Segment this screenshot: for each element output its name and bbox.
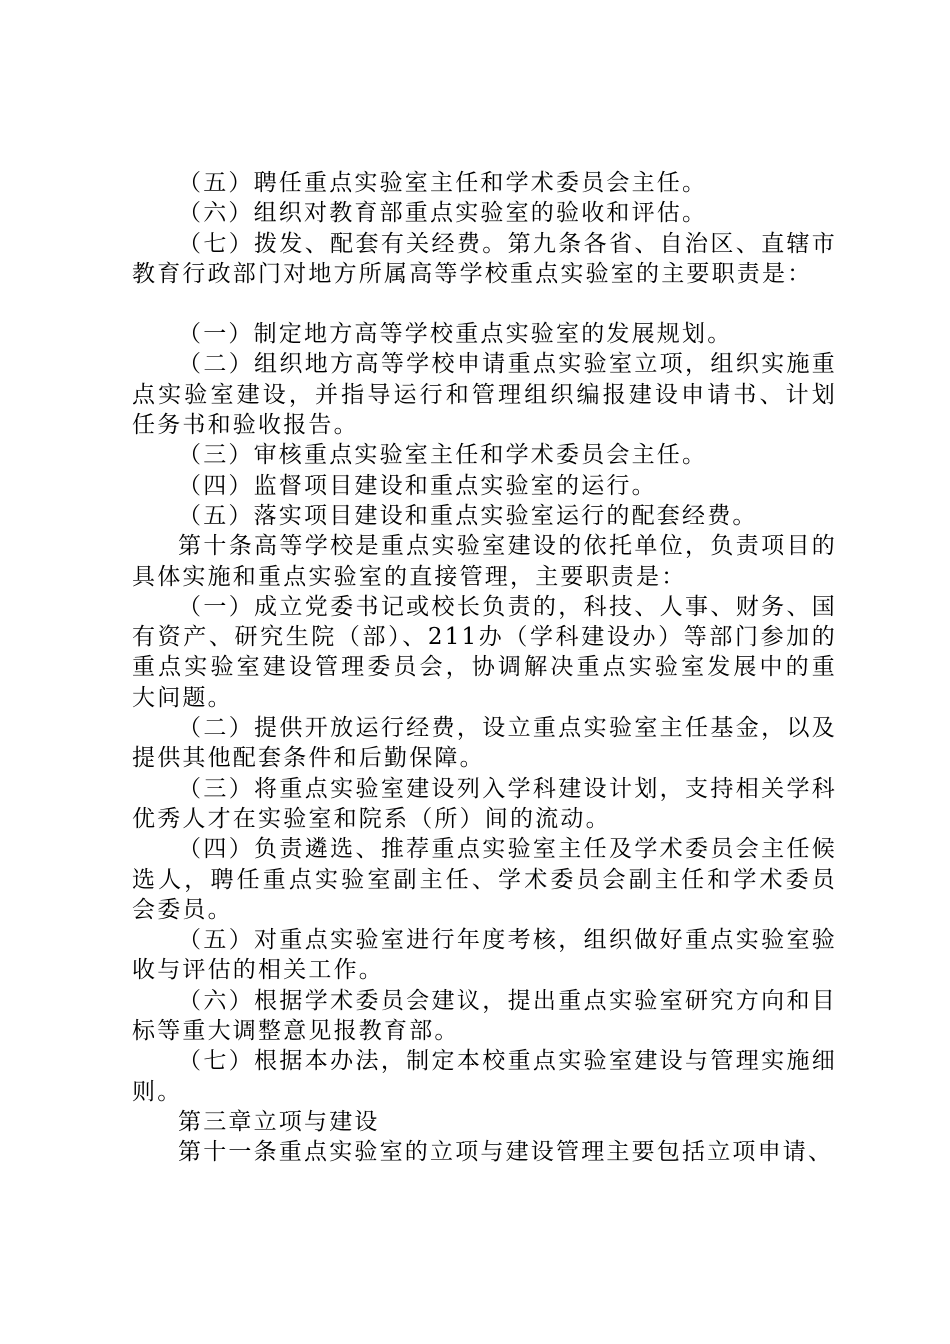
paragraph-11: （二）提供开放运行经费，设立重点实验室主任基金，以及提供其他配套条件和后勤保障。 (132, 715, 837, 772)
paragraph-15: （六）根据学术委员会建议，提出重点实验室研究方向和目标等重大调整意见报教育部。 (132, 987, 837, 1045)
paragraph-3: （七）拨发、配套有关经费。第九条各省、自治区、直辖市教育行政部门对地方所属高等学校重点实验室的主要职责是： (132, 230, 837, 287)
paragraph-5: （二）组织地方高等学校申请重点实验室立项，组织实施重点实验室建设，并指导运行和管理组织编报建设申请书、计划任务书和验收报告。 (132, 351, 837, 439)
paragraph-12: （三）将重点实验室建设列入学科建设计划，支持相关学科优秀人才在实验室和院系（所）间的流动。 (132, 775, 837, 832)
paragraph-8: （五）落实项目建设和重点实验室运行的配套经费。 (178, 502, 758, 529)
paragraph-13: （四）负责遴选、推荐重点实验室主任及学术委员会主任候选人，聘任重点实验室副主任、学术委员会副主任和学术委员会委员。 (132, 836, 837, 923)
paragraph-16: （七）根据本办法，制定本校重点实验室建设与管理实施细则。 (132, 1048, 837, 1105)
chapter-heading: 第三章立项与建设 (178, 1108, 380, 1135)
paragraph-10: （一）成立党委书记或校长负责的，科技、人事、财务、国有资产、研究生院（部）、211办（学科建设办）等部门参加的重点实验室建设管理委员会，协调解决重点实验室发展中的重大问题。 (132, 593, 837, 711)
paragraph-18: 第十一条重点实验室的立项与建设管理主要包括立项申请、 (178, 1139, 834, 1166)
paragraph-4: （一）制定地方高等学校重点实验室的发展规划。 (178, 321, 733, 348)
paragraph-7: （四）监督项目建设和重点实验室的运行。 (178, 472, 657, 499)
paragraph-2: （六）组织对教育部重点实验室的验收和评估。 (178, 200, 708, 227)
paragraph-9: 第十条高等学校是重点实验室建设的依托单位，负责项目的具体实施和重点实验室的直接管理，主要职责是： (132, 533, 837, 590)
paragraph-6: （三）审核重点实验室主任和学术委员会主任。 (178, 442, 708, 469)
document-body (132, 168, 837, 1168)
paragraph-1: （五）聘任重点实验室主任和学术委员会主任。 (178, 170, 708, 196)
paragraph-14: （五）对重点实验室进行年度考核，组织做好重点实验室验收与评估的相关工作。 (132, 927, 837, 984)
